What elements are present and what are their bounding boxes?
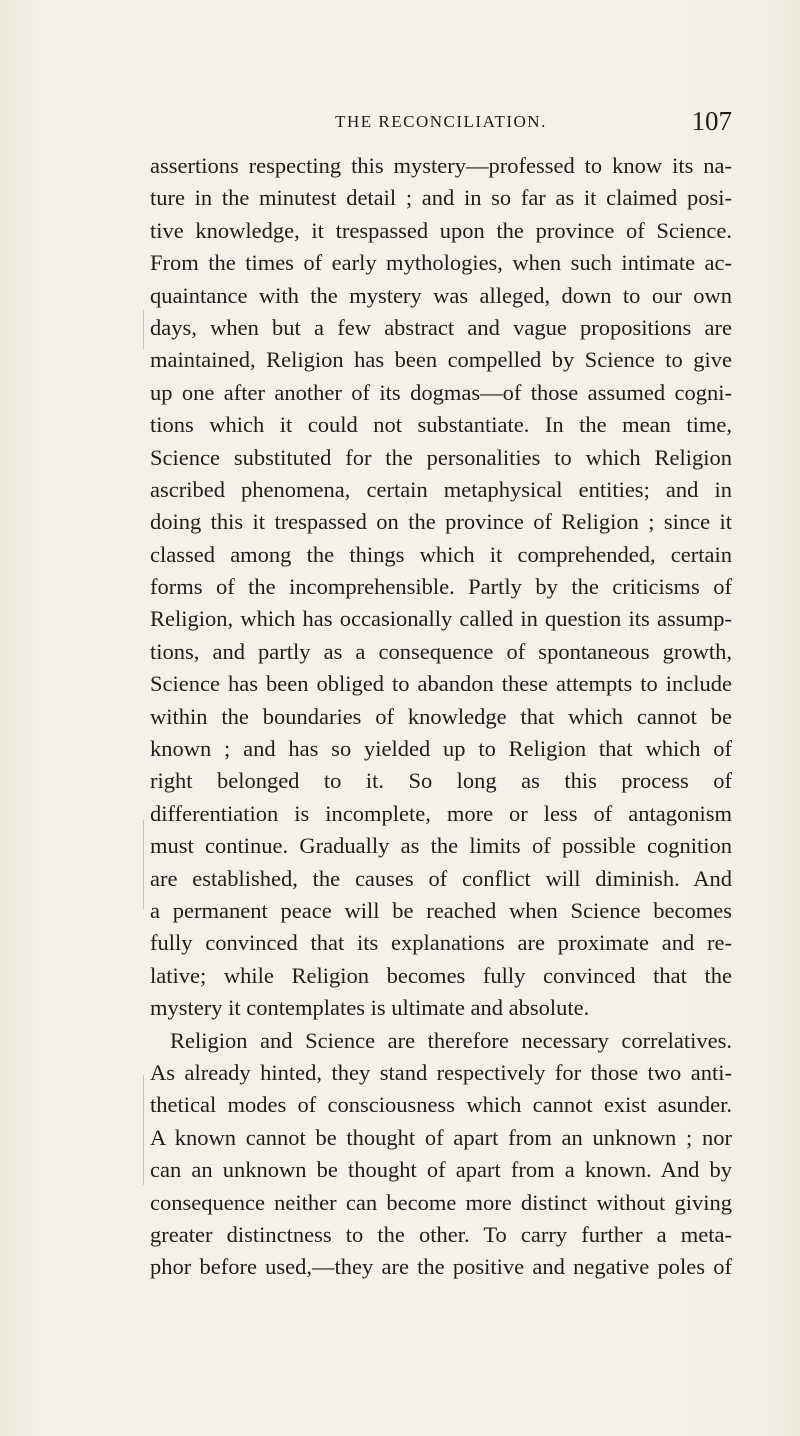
text-line: mystery it contemplates is ultimate and absolute. [150,995,590,1021]
text-line: Religion, which has occasionally called in question its assump- [150,606,732,632]
text-line: maintained, Religion has been compelled by Science to give [150,347,732,373]
text-line: must continue. Gradually as the limits of possible cognition [150,833,732,859]
text-line: within the boundaries of knowledge that which cannot be [150,703,732,729]
text-line: Religion and Science are therefore necessary correlatives. [170,1027,732,1053]
margin-mark [143,1075,144,1185]
text-line: greater distinctness to the other. To carry further a meta- [150,1221,732,1247]
text-line: can an unknown be thought of apart from a known. And by [150,1157,732,1183]
text-line: ture in the minutest detail ; and in so far as it claimed posi- [150,185,732,211]
text-line: are established, the causes of conflict will diminish. And [150,865,732,891]
text-line: quaintance with the mystery was alleged, down to our own [150,282,732,308]
margin-mark [143,820,144,910]
text-line: thetical modes of consciousness which cannot exist asunder. [150,1092,732,1118]
text-line: From the times of early mythologies, when such intimate ac- [150,250,732,276]
text-line: Science substituted for the personalities to which Religion [150,444,732,470]
text-line: fully convinced that its explanations are proximate and re- [150,930,732,956]
text-line: right belonged to it. So long as this process of [150,768,732,794]
text-line: days, when but a few abstract and vague propositions are [150,314,732,340]
text-line: As already hinted, they stand respectively for those two anti- [150,1059,732,1085]
text-line: tions which it could not substantiate. In the mean time, [150,412,732,438]
running-head: THE RECONCILIATION. [335,112,547,131]
text-line: tions, and partly as a consequence of spontaneous growth, [150,638,732,664]
text-line: consequence neither can become more distinct without giving [150,1189,732,1215]
text-line: ascribed phenomena, certain metaphysical entities; and in [150,476,732,502]
text-line: forms of the incomprehensible. Partly by the criticisms of [150,574,732,600]
body-text [150,150,732,1284]
text-line: tive knowledge, it trespassed upon the province of Science. [150,217,732,243]
margin-mark [143,310,144,350]
text-line: doing this it trespassed on the province of Religion ; since it [150,509,732,535]
text-line: Science has been obliged to abandon these attempts to include [150,671,732,697]
text-line: classed among the things which it comprehended, certain [150,541,732,567]
text-line: lative; while Religion becomes fully convinced that the [150,962,732,988]
text-line: up one after another of its dogmas—of those assumed cogni- [150,379,732,405]
text-line: known ; and has so yielded up to Religion that which of [150,736,732,762]
text-line: A known cannot be thought of apart from an unknown ; nor [150,1124,732,1150]
text-line: assertions respecting this mystery—professed to know its na- [150,153,732,178]
text-line: a permanent peace will be reached when Science becomes [150,897,732,923]
page-header [150,108,732,142]
text-line: differentiation is incomplete, more or less of antagonism [150,800,732,826]
text-line: phor before used,—they are the positive and negative poles of [150,1254,732,1280]
page-number: 107 [691,106,732,136]
